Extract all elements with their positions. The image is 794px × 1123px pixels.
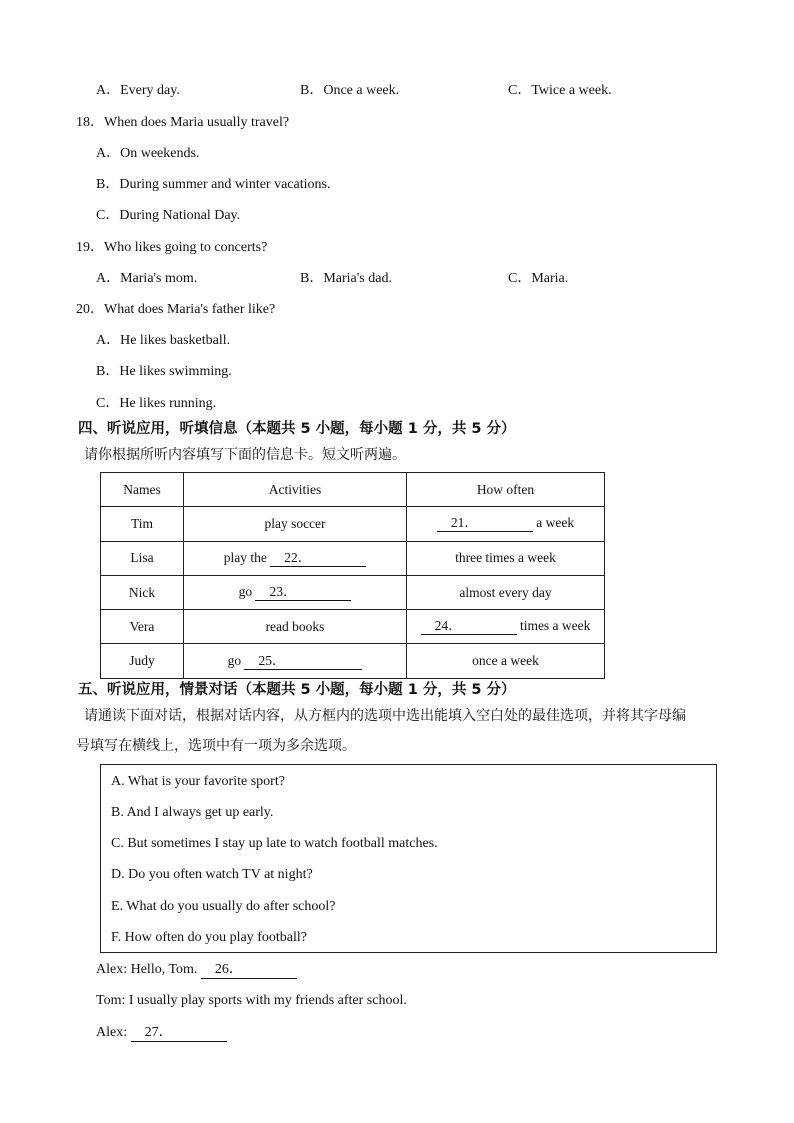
row-how-often	[407, 610, 605, 644]
option-d: D. Do you often watch TV at night?	[111, 867, 313, 882]
row-name: Tim	[101, 507, 184, 541]
row-name: Nick	[101, 575, 184, 609]
q20-option-b: B．He likes swimming.	[96, 364, 232, 379]
row-name: Lisa	[101, 541, 184, 575]
option-c: C. But sometimes I stay up late to watch football matches.	[111, 836, 438, 851]
answer-blank-22[interactable]: 22．	[270, 550, 366, 567]
answer-blank-24[interactable]: 24．	[421, 618, 517, 635]
row-activity	[184, 541, 407, 575]
answer-blank-23[interactable]: 23．	[255, 584, 351, 601]
section5-instruction-line1: 请通读下面对话，根据对话内容，从方框内的选项中选出能填入空白处的最佳选项，并将其字母编	[84, 708, 686, 724]
answer-blank-27[interactable]: 27．	[131, 1025, 227, 1042]
q17-option-a: A．Every day.	[96, 83, 180, 98]
q17-option-b: B．Once a week.	[300, 83, 400, 98]
q18-option-b: B．During summer and winter vacations.	[96, 177, 331, 192]
dialogue-line-2: Tom: I usually play sports with my friends after school.	[96, 993, 407, 1008]
option-b: B. And I always get up early.	[111, 805, 274, 820]
info-card-table	[100, 472, 605, 679]
table-row	[101, 610, 605, 644]
dialogue-speaker-text: Alex: Hello, Tom.	[96, 962, 198, 977]
row-activity	[184, 575, 407, 609]
row-how-often: once a week	[407, 644, 605, 678]
q19-option-b: B．Maria's dad.	[300, 271, 392, 286]
dialogue-line-1	[96, 961, 297, 979]
activity-prefix: go	[238, 584, 253, 600]
q19-stem: 19．Who likes going to concerts?	[76, 240, 268, 255]
activity-prefix: play the	[223, 549, 267, 565]
table-header-row	[101, 473, 605, 507]
row-name: Vera	[101, 610, 184, 644]
how-often-suffix: a week	[536, 515, 575, 531]
answer-blank-25[interactable]: 25．	[244, 653, 362, 670]
table-row	[101, 644, 605, 678]
q20-option-c: C．He likes running.	[96, 396, 217, 411]
q18-stem: 18．When does Maria usually travel?	[76, 115, 290, 130]
q17-option-c: C．Twice a week.	[508, 83, 612, 98]
header-how-often: How often	[407, 473, 605, 507]
row-how-often: three times a week	[407, 541, 605, 575]
row-activity: play soccer	[184, 507, 407, 541]
q19-option-c: C．Maria.	[508, 271, 569, 286]
table-row	[101, 575, 605, 609]
row-how-often: almost every day	[407, 575, 605, 609]
q18-option-c: C．During National Day.	[96, 208, 241, 223]
how-often-suffix: times a week	[519, 618, 591, 634]
section5-title: 五、听说应用，情景对话（本题共 5 小题，每小题 1 分，共 5 分）	[78, 682, 516, 698]
table-row	[101, 541, 605, 575]
q20-option-a: A．He likes basketball.	[96, 333, 231, 348]
option-a: A. What is your favorite sport?	[111, 774, 285, 789]
answer-blank-21[interactable]: 21．	[437, 515, 533, 532]
section4-title: 四、听说应用，听填信息（本题共 5 小题，每小题 1 分，共 5 分）	[78, 421, 516, 437]
q18-option-a: A．On weekends.	[96, 146, 200, 161]
row-activity: read books	[184, 610, 407, 644]
section4-instruction: 请你根据所听内容填写下面的信息卡。短文听两遍。	[84, 447, 406, 463]
q19-option-a: A．Maria's mom.	[96, 271, 198, 286]
activity-prefix: go	[227, 652, 242, 668]
options-box	[100, 764, 717, 953]
header-names: Names	[101, 473, 184, 507]
row-activity	[184, 644, 407, 678]
row-how-often	[407, 507, 605, 541]
section5-instruction-line2: 号填写在横线上，选项中有一项为多余选项。	[76, 738, 356, 754]
row-name: Judy	[101, 644, 184, 678]
dialogue-line-3	[96, 1024, 227, 1042]
table-row	[101, 507, 605, 541]
q20-stem: 20．What does Maria's father like?	[76, 302, 276, 317]
dialogue-speaker-text: Alex:	[96, 1025, 128, 1040]
answer-blank-26[interactable]: 26．	[201, 962, 297, 979]
option-f: F. How often do you play football?	[111, 930, 308, 945]
option-e: E. What do you usually do after school?	[111, 899, 336, 914]
header-activities: Activities	[184, 473, 407, 507]
